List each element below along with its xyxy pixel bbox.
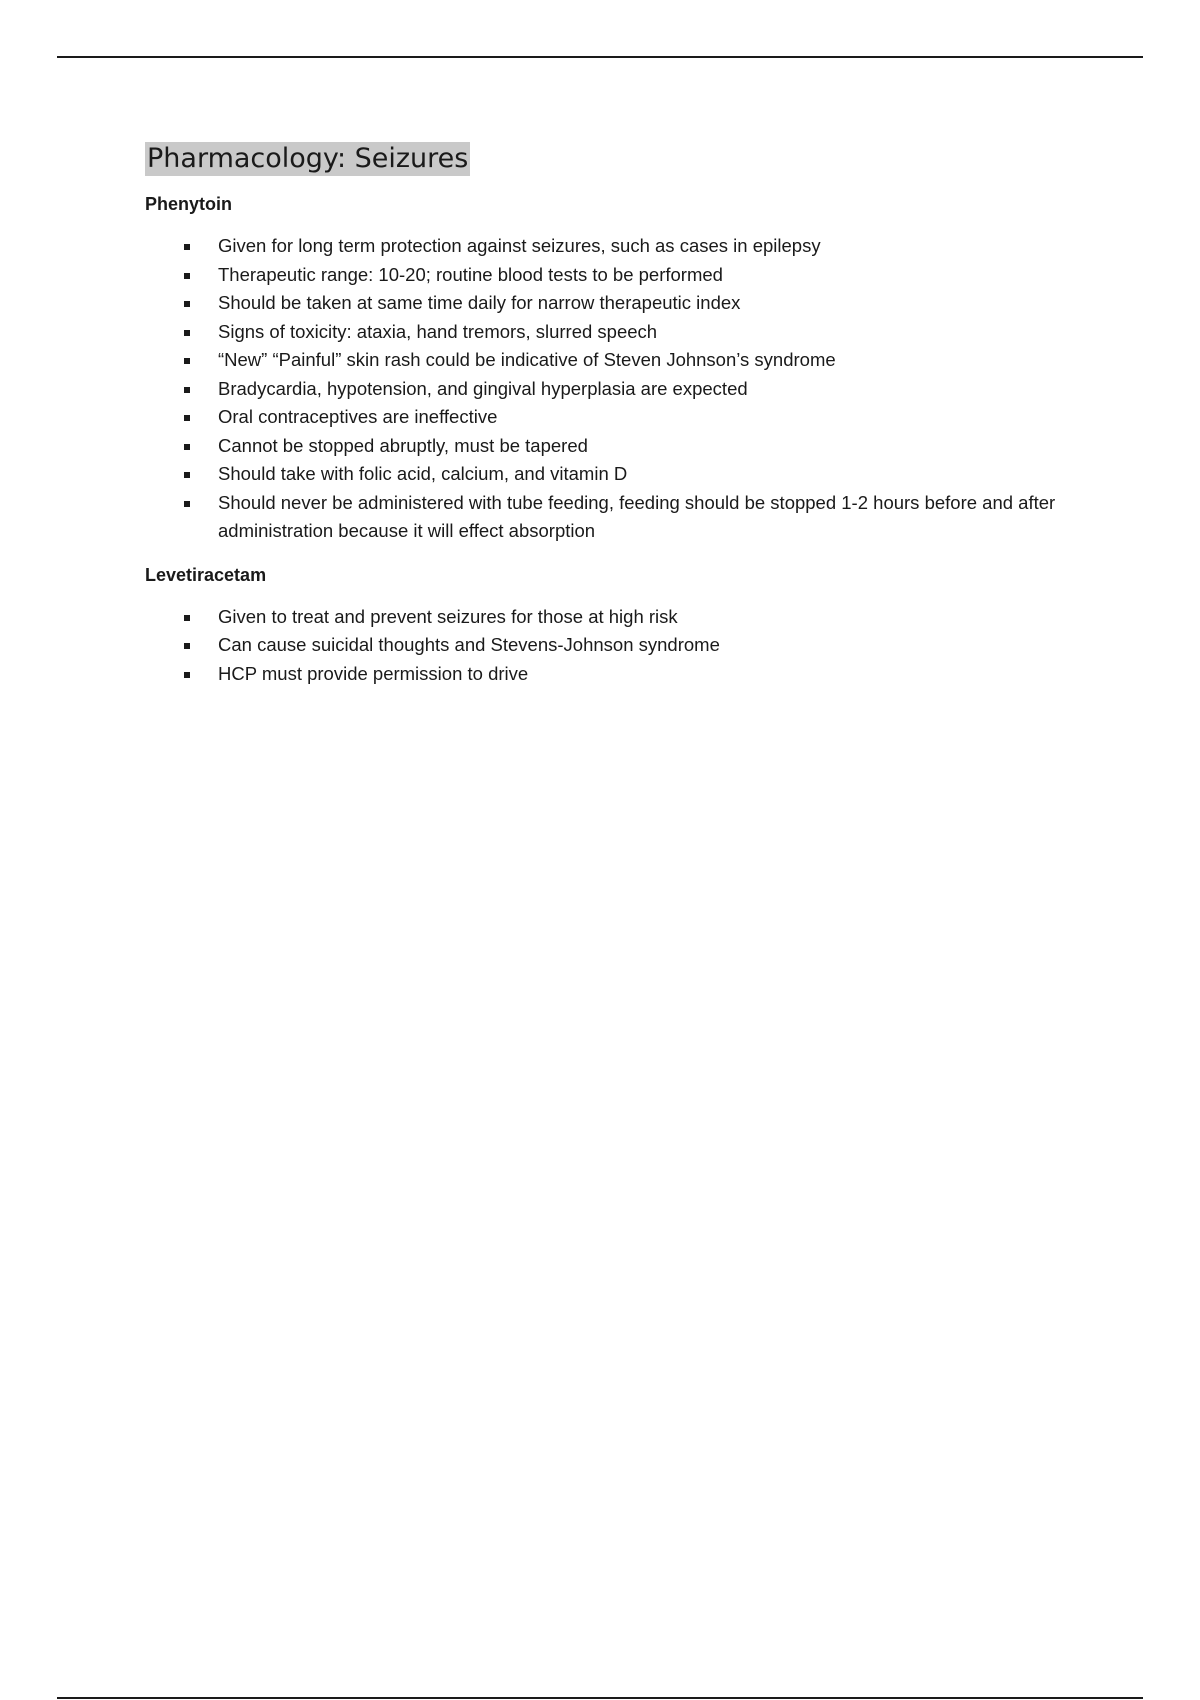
list-item	[145, 289, 1085, 318]
list-item-text: Should never be administered with tube feeding, feeding should be stopped 1-2 hours before and after administration because it will effect absorption	[218, 491, 1056, 541]
list-item-text: Signs of toxicity: ataxia, hand tremors, slurred speech	[218, 320, 658, 342]
list-item	[145, 318, 1085, 347]
section-levetiracetam	[145, 563, 1085, 689]
list-item-text: HCP must provide permission to drive	[218, 662, 529, 684]
section-phenytoin	[145, 192, 1085, 545]
list-item	[145, 403, 1085, 432]
bullet-marker-icon	[184, 501, 190, 507]
top-rule	[57, 56, 1143, 58]
bullet-list	[145, 232, 1085, 545]
bullet-marker-icon	[184, 273, 190, 279]
list-item-text: “New” “Painful” skin rash could be indicative of Steven Johnson’s syndrome	[218, 349, 836, 370]
list-item-text: Bradycardia, hypotension, and gingival hyperplasia are expected	[218, 377, 748, 399]
list-item	[145, 375, 1085, 404]
bottom-rule	[57, 1697, 1143, 1699]
list-item	[145, 346, 1085, 375]
list-item	[145, 432, 1085, 461]
bullet-marker-icon	[184, 301, 190, 307]
list-item	[145, 631, 1085, 660]
list-item-text: Should take with folic acid, calcium, and vitamin D	[218, 463, 628, 484]
page-title: Pharmacology: Seizures	[147, 143, 469, 174]
document-body	[145, 142, 1085, 706]
bullet-marker-icon	[184, 244, 190, 250]
bullet-marker-icon	[184, 643, 190, 649]
list-item-text: Oral contraceptives are ineffective	[218, 406, 498, 427]
list-item	[145, 261, 1085, 290]
bullet-marker-icon	[184, 672, 190, 678]
list-item-text: Cannot be stopped abruptly, must be tapered	[218, 434, 588, 456]
list-item-text: Should be taken at same time daily for narrow therapeutic index	[218, 292, 741, 313]
list-item-text: Therapeutic range: 10-20; routine blood tests to be performed	[218, 263, 723, 285]
bullet-marker-icon	[184, 358, 190, 364]
section-heading: Levetiracetam	[145, 564, 267, 585]
list-item-text: Can cause suicidal thoughts and Stevens-Johnson syndrome	[218, 634, 720, 655]
bullet-marker-icon	[184, 472, 190, 478]
section-heading: Phenytoin	[145, 194, 233, 214]
list-item	[145, 232, 1085, 261]
list-item-text: Given to treat and prevent seizures for those at high risk	[218, 605, 678, 627]
bullet-marker-icon	[184, 387, 190, 393]
list-item	[145, 489, 1085, 545]
list-item	[145, 603, 1085, 632]
bullet-marker-icon	[184, 330, 190, 336]
bullet-marker-icon	[184, 615, 190, 621]
list-item-text: Given for long term protection against seizures, such as cases in epilepsy	[218, 235, 821, 256]
bullet-marker-icon	[184, 415, 190, 421]
bullet-marker-icon	[184, 444, 190, 450]
bullet-list	[145, 603, 1085, 689]
list-item	[145, 660, 1085, 689]
list-item	[145, 460, 1085, 489]
